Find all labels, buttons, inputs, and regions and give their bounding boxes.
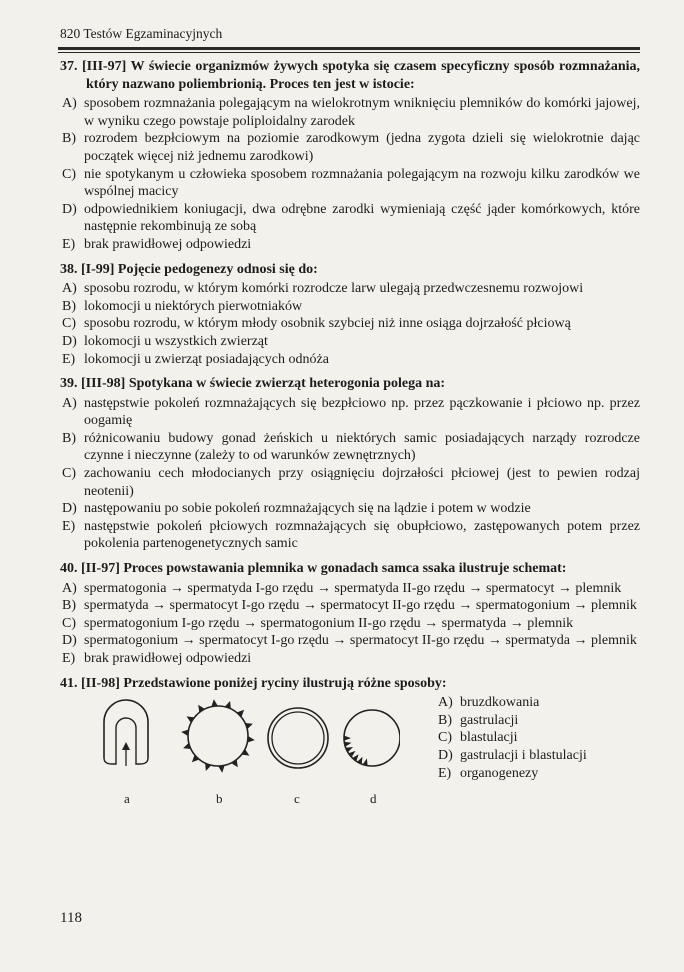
question-number: 37. bbox=[60, 59, 78, 74]
option-text: brak prawidłowej odpowiedzi bbox=[84, 651, 252, 666]
answer-option bbox=[62, 95, 640, 130]
question-text: [II-97] Proces powstawania plemnika w gonadach samca ssaka ilustruje schemat: bbox=[81, 561, 567, 577]
question-number: 40. bbox=[60, 561, 78, 577]
option-letter: C) bbox=[62, 615, 76, 631]
answer-option bbox=[62, 333, 640, 351]
embryo-b-cell bbox=[192, 755, 199, 762]
header-rule-thin bbox=[58, 52, 640, 53]
option-letter: B) bbox=[62, 598, 76, 614]
answer-option bbox=[62, 130, 640, 165]
option-letter: A) bbox=[62, 580, 77, 596]
option-letter: A) bbox=[62, 395, 77, 411]
embryo-b-cell bbox=[181, 730, 189, 737]
answer-option bbox=[62, 395, 640, 430]
question-number: 38. bbox=[60, 261, 78, 277]
question-41 bbox=[60, 675, 640, 807]
embryo-d-circle bbox=[344, 710, 400, 766]
answer-option bbox=[438, 729, 587, 747]
embryo-b-cell bbox=[211, 699, 218, 707]
option-text: sposobu rozrodu, w którym komórki rozrodcze larw ulegają przedwczesnemu rozwojowi bbox=[84, 281, 584, 297]
question-stem bbox=[60, 375, 640, 393]
option-text: następstwie pokoleń rozmnażających się bezpłciowo np. przez pączkowanie i płciowo np. przez oogamię bbox=[84, 395, 640, 429]
option-letter: B) bbox=[62, 131, 76, 147]
option-letter: E) bbox=[62, 236, 76, 252]
answer-options bbox=[436, 694, 587, 782]
answer-option bbox=[62, 650, 640, 668]
option-text: różnicowaniu budowy gonad żeńskich u niektórych samic posiadających narządy rozrodcze czynne i nieczynne (zależy to od warunków zewnętrznych) bbox=[84, 430, 640, 464]
question-stem bbox=[60, 560, 640, 578]
question-stem bbox=[60, 58, 640, 93]
answer-option bbox=[62, 597, 640, 615]
option-text: spermatogonia → spermatyda I-go rzędu → spermatyda II-go rzędu → spermatocyt → plemnik bbox=[84, 580, 622, 596]
answer-option bbox=[438, 747, 587, 765]
question-38 bbox=[60, 261, 640, 369]
figure-label: c bbox=[294, 791, 300, 807]
question-text: [III-97] W świecie organizmów żywych spotyka się czasem specyficzny sposób rozmnażania, który nazwano poliembrionią. Proces ten jest w istocie: bbox=[82, 59, 641, 92]
header-rule bbox=[58, 47, 640, 50]
question-text: [II-98] Przedstawione poniżej ryciny ilustrują różne sposoby: bbox=[81, 675, 447, 691]
question-stem bbox=[60, 675, 640, 693]
embryo-b-cell bbox=[237, 710, 244, 717]
option-text: odpowiednikiem koniugacji, dwa odrębne zarodki wymieniają część jąder komórkowych, które następnie rekombinują ze sobą bbox=[84, 201, 640, 235]
embryo-b-circle bbox=[188, 706, 248, 766]
figure-label: a bbox=[124, 791, 130, 807]
answer-option bbox=[438, 694, 587, 712]
option-text: rozrodem bezpłciowym na poziomie zarodkowym (jedna zygota dzieli się wielokrotnie dając początek więcej niż jednemu zarodkowi) bbox=[84, 131, 640, 164]
option-text: spermatogonium I-go rzędu → spermatogonium II-go rzędu → spermatyda → plemnik bbox=[84, 615, 574, 631]
question-number: 39. bbox=[60, 376, 78, 392]
question-40 bbox=[60, 560, 640, 668]
embryo-c-inner-circle bbox=[272, 712, 324, 764]
answer-option bbox=[62, 351, 640, 369]
answer-option bbox=[62, 298, 640, 316]
option-text: następstwie pokoleń płciowych rozmnażających się obupłciowo, zastępowanych potem przez pokolenia partenogenetycznych samic bbox=[84, 518, 640, 552]
embryo-c-outer-circle bbox=[268, 708, 328, 768]
option-text: lokomocji u niektórych pierwotniaków bbox=[84, 298, 303, 314]
option-text: spermatyda → spermatocyt I-go rzędu → spermatocyt II-go rzędu → spermatogonium → plemnik bbox=[84, 598, 637, 614]
answer-option bbox=[62, 280, 640, 298]
option-letter: D) bbox=[62, 201, 77, 217]
answer-option bbox=[62, 632, 640, 650]
answer-option bbox=[438, 712, 587, 730]
option-letter: D) bbox=[62, 501, 77, 517]
answer-option bbox=[62, 430, 640, 465]
option-text: blastulacji bbox=[460, 730, 518, 746]
embryo-figure bbox=[60, 692, 400, 788]
question-39 bbox=[60, 375, 640, 553]
option-text: lokomocji u wszystkich zwierząt bbox=[84, 333, 268, 349]
option-letter: C) bbox=[438, 730, 452, 746]
figure-label: b bbox=[216, 791, 223, 807]
option-text: organogenezy bbox=[460, 765, 539, 781]
answer-option bbox=[438, 765, 587, 783]
running-header: 820 Testów Egzaminacyjnych bbox=[60, 26, 223, 41]
option-letter: E) bbox=[62, 651, 76, 666]
question-stem bbox=[60, 261, 640, 279]
answer-option bbox=[62, 166, 640, 201]
answer-option bbox=[62, 465, 640, 500]
option-letter: D) bbox=[438, 747, 453, 763]
option-text: spermatogonium → spermatocyt I-go rzędu → spermatocyt II-go rzędu → spermatyda → plemnik bbox=[84, 633, 637, 649]
question-number: 41. bbox=[60, 675, 78, 691]
option-text: następowaniu po sobie pokoleń rozmnażających się na lądzie i potem w wodzie bbox=[84, 501, 531, 517]
questions-content bbox=[60, 58, 641, 807]
embryo-d-cell bbox=[344, 742, 351, 747]
option-letter: B) bbox=[62, 430, 76, 446]
embryo-d-cell bbox=[352, 754, 358, 761]
option-letter: D) bbox=[62, 333, 77, 349]
option-text: zachowaniu cech młodocianych przy osiągnięciu dojrzałości płciowej (jest to pewien rodzaj neotenii) bbox=[84, 466, 640, 499]
option-letter: B) bbox=[62, 298, 76, 314]
answer-option bbox=[62, 518, 640, 553]
option-letter: C) bbox=[62, 166, 76, 182]
answer-option bbox=[62, 315, 640, 333]
option-text: gastrulacji i blastulacji bbox=[460, 747, 587, 763]
option-letter: C) bbox=[62, 466, 76, 482]
option-text: lokomocji u zwierząt posiadających odnóża bbox=[84, 351, 329, 367]
option-letter: E) bbox=[62, 518, 76, 534]
option-letter: E) bbox=[438, 765, 452, 781]
question-text: [I-99] Pojęcie pedogenezy odnosi się do: bbox=[81, 261, 318, 277]
figure-label: d bbox=[370, 791, 377, 807]
embryo-b-cell bbox=[247, 736, 255, 743]
answer-option bbox=[62, 201, 640, 236]
option-letter: C) bbox=[62, 316, 76, 332]
question-text: [III-98] Spotykana w świecie zwierząt heterogonia polega na: bbox=[81, 376, 446, 392]
option-text: brak prawidłowej odpowiedzi bbox=[84, 236, 252, 252]
answer-option bbox=[62, 500, 640, 518]
embryo-b-cell bbox=[218, 765, 225, 773]
option-text: nie spotykanym u człowieka sposobem rozmnażania polegającym na rozwoju kilku zarodków we wspólnej macicy bbox=[84, 166, 640, 200]
option-letter: B) bbox=[438, 712, 452, 728]
answer-option bbox=[62, 236, 640, 254]
question-37 bbox=[60, 58, 640, 254]
answer-option bbox=[62, 580, 640, 598]
option-text: bruzdkowania bbox=[460, 695, 540, 711]
option-letter: D) bbox=[62, 633, 77, 649]
answer-option bbox=[62, 615, 640, 633]
figure-area bbox=[60, 694, 640, 807]
option-letter: A) bbox=[62, 96, 77, 112]
page-number: 118 bbox=[60, 910, 82, 926]
option-letter: E) bbox=[62, 351, 76, 367]
option-text: sposobu rozrodu, w którym młody osobnik szybciej niż inne osiąga dojrzałość płciową bbox=[84, 316, 571, 332]
option-letter: A) bbox=[438, 695, 453, 711]
embryo-d-cell bbox=[344, 736, 351, 741]
option-letter: A) bbox=[62, 281, 77, 297]
embryo-a-arrowhead bbox=[122, 742, 130, 750]
option-text: sposobem rozmnażania polegającym na wielokrotnym wniknięciu plemników do komórki jajowej, w wyniku czego powstaje poliploidalny zarodek bbox=[84, 96, 640, 129]
option-text: gastrulacji bbox=[460, 712, 519, 728]
embryo-d-cell bbox=[349, 751, 356, 757]
